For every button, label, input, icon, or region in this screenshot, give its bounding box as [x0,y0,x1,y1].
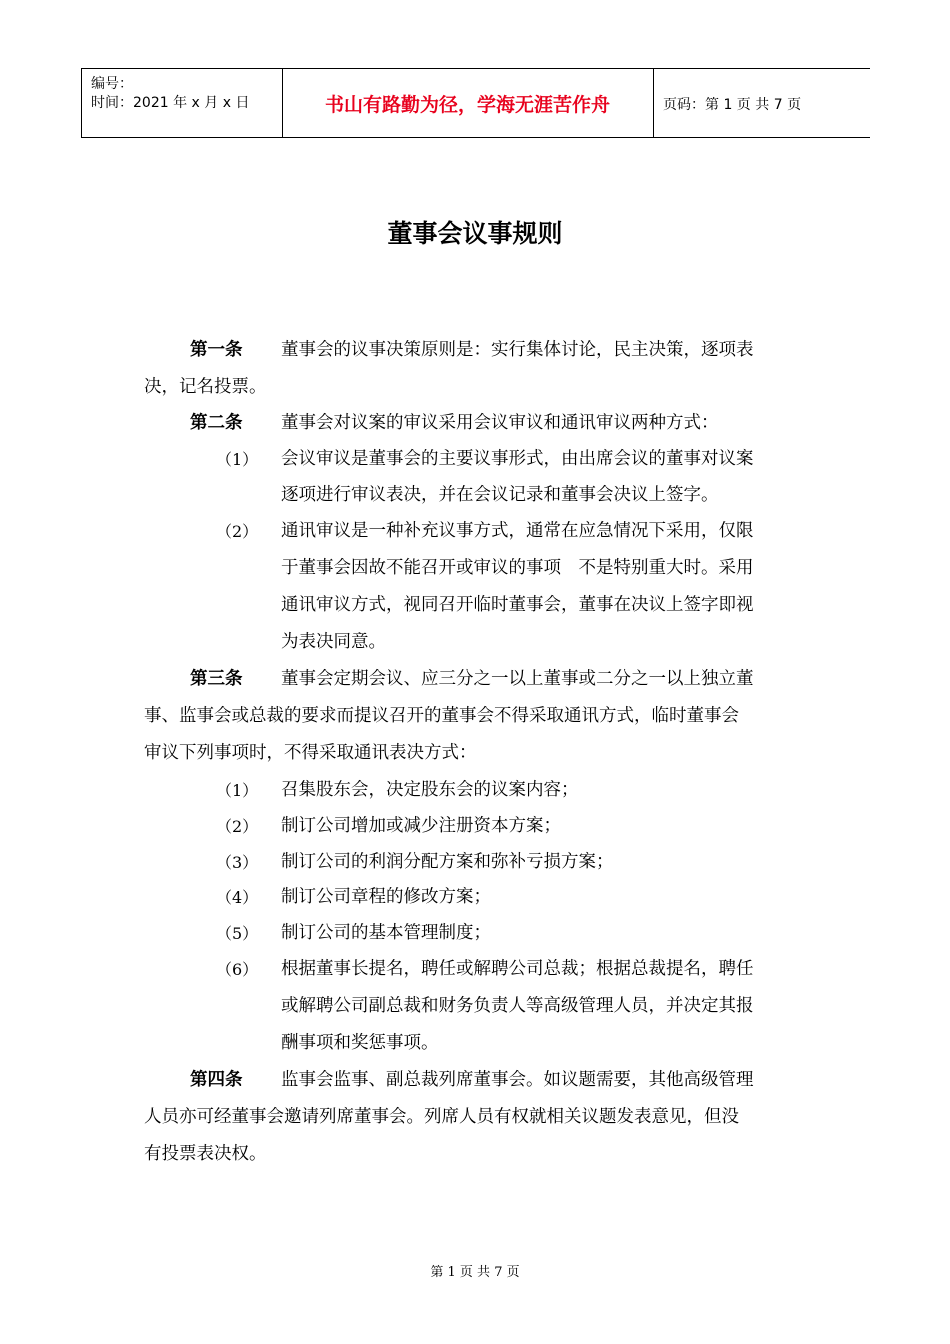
article-text-line: 董事会的议事决策原则是：实行集体讨论，民主决策，逐项表 [281,340,754,360]
item-number: （3） [216,853,259,872]
item-text-line: 会议审议是董事会的主要议事形式，由出席会议的董事对议案 [281,449,754,469]
time-label: 时间：2021 年 x 月 x 日 [91,95,250,111]
article-text-line: 审议下列事项时，不得采取通讯表决方式： [144,743,477,763]
article-text-line: 事、监事会或总裁的要求而提议召开的董事会不得采取通讯方式，临时董事会 [144,706,739,726]
document-title: 董事会议事规则 [387,219,563,248]
item-number: （6） [216,960,259,979]
header-meta-cell [81,69,283,137]
item-number: （4） [216,888,259,907]
article-text-line: 董事会定期会议、应三分之一以上董事或二分之一以上独立董 [281,669,754,689]
item-text-line: 或解聘公司副总裁和财务负责人等高级管理人员，并决定其报 [281,996,754,1016]
article-label: 第一条 [190,340,243,360]
document-header [81,68,870,138]
header-motto-cell [282,69,654,137]
article-text-line: 人员亦可经董事会邀请列席董事会。列席人员有权就相关议题发表意见，但没 [144,1107,739,1127]
page-footer: 第 1 页 共 7 页 [430,1265,520,1280]
item-text-line: 制订公司的利润分配方案和弥补亏损方案； [281,852,614,872]
item-text-line: 于董事会因故不能召开或审议的事项 不是特别重大时。采用 [281,558,754,578]
item-text-line: 根据董事长提名，聘任或解聘公司总裁；根据总裁提名，聘任 [281,959,754,979]
item-text-line: 制订公司的基本管理制度； [281,923,491,943]
article-text-line: 有投票表决权。 [144,1144,267,1164]
item-text-line: 为表决同意。 [281,632,386,652]
item-number: （2） [216,522,259,541]
item-text-line: 逐项进行审议表决，并在会议记录和董事会决议上签字。 [281,485,719,505]
item-number: （5） [216,924,259,943]
item-text-line: 制订公司增加或减少注册资本方案； [281,816,561,836]
page-number-label: 页码：第 1 页 共 7 页 [663,97,802,113]
article-label: 第四条 [190,1070,243,1090]
item-number: （2） [216,817,259,836]
article-text-line: 董事会对议案的审议采用会议审议和通讯审议两种方式： [281,413,719,433]
motto-text: 书山有路勤为径，学海无涯苦作舟 [324,93,610,116]
item-number: （1） [216,450,259,469]
article-label: 第二条 [190,413,243,433]
item-text-line: 制订公司章程的修改方案； [281,887,491,907]
item-text-line: 通讯审议是一种补充议事方式，通常在应急情况下采用，仅限 [281,521,754,541]
item-text-line: 召集股东会，决定股东会的议案内容； [281,780,579,800]
number-label: 编号： [91,76,133,92]
article-text-line: 决，记名投票。 [144,377,267,397]
item-number: （1） [216,781,259,800]
item-text-line: 酬事项和奖惩事项。 [281,1033,439,1053]
article-text-line: 监事会监事、副总裁列席董事会。如议题需要，其他高级管理 [281,1070,754,1090]
item-text-line: 通讯审议方式，视同召开临时董事会，董事在决议上签字即视 [281,595,754,615]
article-label: 第三条 [190,669,243,689]
